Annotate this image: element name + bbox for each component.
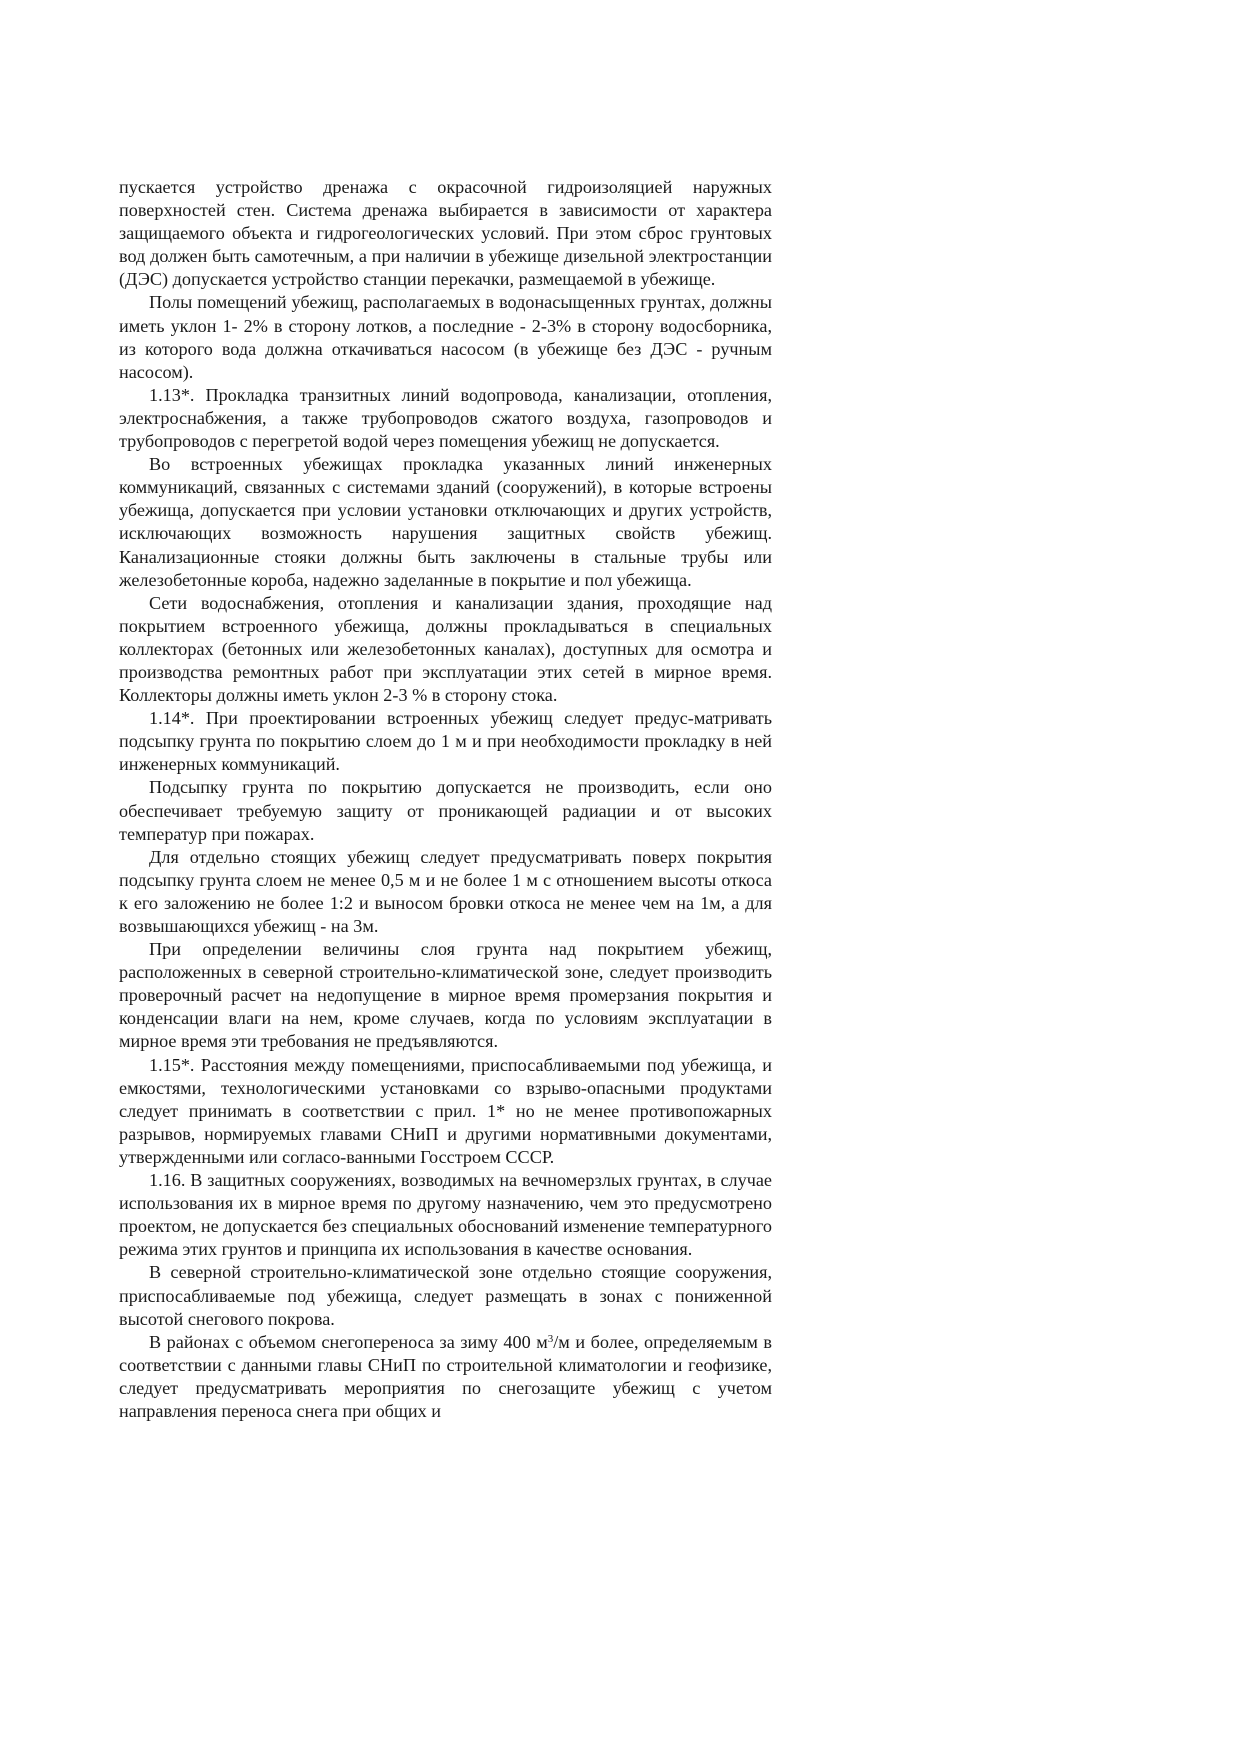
paragraph-soil-fill-exception: Подсыпку грунта по покрытию допускается не производить, если оно обеспечивает требуемую защиту от проникающей радиации и от высоких температур при пожарах. [119, 777, 772, 844]
paragraph-floors: Полы помещений убежищ, располагаемых в водонасыщенных грунтах, должны иметь уклон 1- 2% в сторону лотков, а последние - 2-3% в сторону водосборника, из которого вода должна откачиваться насосом (в убежище без ДЭС - ручным насосом). [119, 292, 772, 382]
snow-transfer-text-end: /м и более, определяемым в соответствии с данными главы СНиП по строительной климатологии и геофизике, следует предусматривать мероприятия по снегозащите убежищ с учетом направления переноса снега при общих и [119, 1331, 772, 1421]
paragraph-1-15-distances: 1.15*. Расстояния между помещениями, приспосабливаемыми под убежища, и емкостями, технологическими установками со взрыво-опасными продуктами следует принимать в соответствии с прил. 1* но не менее противопожарных разрывов, нормируемых главами СНиП и другими нормативными документами, утвержденными или согласо-ванными Госстроем СССР. [119, 1054, 772, 1167]
paragraph-1-14-soil-fill: 1.14*. При проектировании встроенных убежищ следует предус-матривать подсыпку грунта по покрытию слоем до 1 м и при необходимости прокладку в ней инженерных коммуникаций. [119, 708, 772, 775]
paragraph-networks: Сети водоснабжения, отопления и канализации здания, проходящие над покрытием встроенного убежища, должны прокладываться в специальных коллекторах (бетонных или железобетонных каналах), доступных для осмотра и производства ремонтных работ при эксплуатации этих сетей в мирное время. Коллекторы должны иметь уклон 2-3 % в сторону стока. [119, 592, 772, 706]
paragraph-1-16-permafrost: 1.16. В защитных сооружениях, возводимых на вечномерзлых грунтах, в случае использования их в мирное время по другому назначению, чем это предусмотрено проектом, не допускается без специальных обоснований изменение температурного режима этих грунтов и принципа их использования в качестве основания. [119, 1170, 772, 1260]
paragraph-snow-transfer [119, 1331, 772, 1423]
snow-transfer-text-start: В районах с объемом снегопереноса за зиму 400 м [149, 1331, 548, 1352]
paragraph-1-13-transit-lines: 1.13*. Прокладка транзитных линий водопровода, канализации, отопления, электроснабжения, а также трубопроводов сжатого воздуха, газопроводов и трубопроводов с перегретой водой через помещения убежищ не допускается. [119, 384, 772, 452]
paragraph-northern-snow: В северной строительно-климатической зоне отдельно стоящие сооружения, приспосабливаемые под убежища, следует размещать в зонах с пониженной высотой снегового покрова. [119, 1262, 772, 1329]
paragraph-standalone-shelters: Для отдельно стоящих убежищ следует предусматривать поверх покрытия подсыпку грунта слоем не менее 0,5 м и не более 1 м с отношением высоты откоса к его заложению не более 1:2 и выносом бровки откоса не менее чем на 1м, а для возвышающихся убежищ - на 3м. [119, 846, 772, 936]
paragraph-builtin-shelters: Во встроенных убежищах прокладка указанных линий инженерных коммуникаций, связанных с системами зданий (сооружений), в которые встроены убежища, допускается при условии установки отключающих и других устройств, исключающих возможность нарушения защитных свойств убежищ. Канализационные стояки должны быть заключены в стальные трубы или железобетонные короба, надежно заделанные в покрытие и пол убежища. [119, 454, 772, 590]
paragraph-northern-zone-calc: При определении величины слоя грунта над покрытием убежищ, расположенных в северной строительно-климатической зоне, следует производить проверочный расчет на недопущение в мирное время промерзания покрытия и конденсации влаги на нем, кроме случаев, когда по условиям эксплуатации в мирное время эти требования не предъявляются. [119, 939, 772, 1052]
document-page [119, 176, 772, 1423]
superscript-cubic: 3 [547, 1332, 554, 1345]
paragraph-drainage: пускается устройство дренажа с окрасочной гидроизоляцией наружных поверхностей стен. Система дренажа выбирается в зависимости от характера защищаемого объекта и гидрогеологических условий. При этом сброс грунтовых вод должен быть самотечным, а при наличии в убежище дизельной электростанции (ДЭС) допускается устройство станции перекачки, размещаемой в убежище. [119, 177, 772, 290]
